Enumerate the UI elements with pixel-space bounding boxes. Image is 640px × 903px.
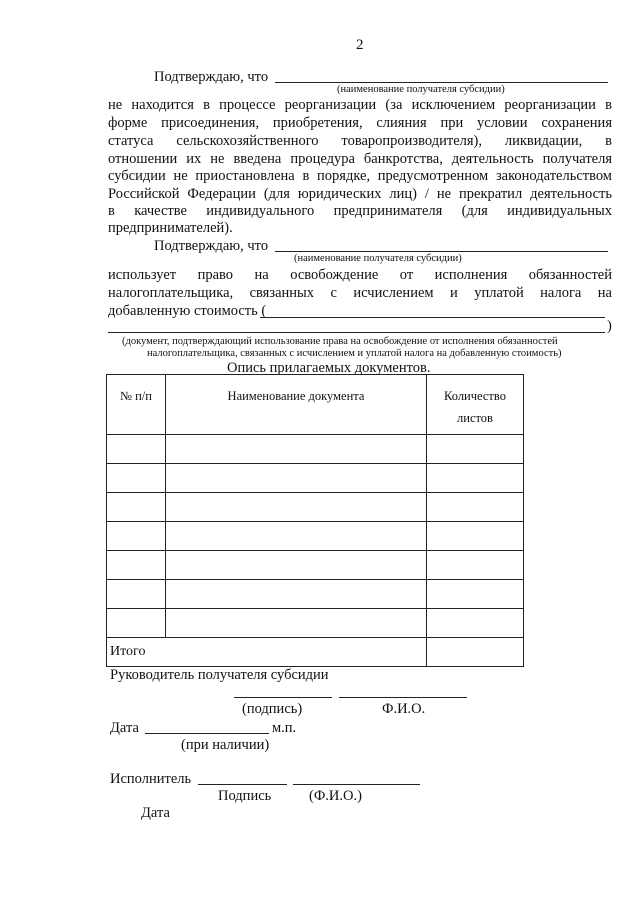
close-paren: )	[607, 318, 612, 334]
confirm1-line: отношении их не введена процедура банкротства, деятельность получателя	[108, 151, 612, 167]
cell-number[interactable]	[107, 493, 166, 522]
inventory-table	[106, 374, 524, 667]
cell-number[interactable]	[107, 464, 166, 493]
stamp-label: м.п.	[272, 720, 297, 736]
page-number: 2	[356, 37, 364, 53]
col-header-doc-name: Наименование документа	[166, 375, 427, 435]
executor-date-label: Дата	[141, 805, 170, 821]
table-row	[107, 551, 524, 580]
cell-sheets[interactable]	[427, 464, 524, 493]
cell-sheets[interactable]	[427, 580, 524, 609]
table-row	[107, 522, 524, 551]
confirm1-line: предпринимателей).	[108, 220, 233, 236]
cell-doc-name[interactable]	[166, 435, 427, 464]
cell-doc-name[interactable]	[166, 551, 427, 580]
table-header-row	[107, 375, 524, 435]
sign-hint: (подпись)	[242, 701, 303, 717]
confirm1-label: Подтверждаю, что	[154, 69, 269, 85]
total-label: Итого	[107, 638, 427, 667]
confirm1-hint: (наименование получателя субсидии)	[337, 84, 505, 95]
executor-fio-hint: (Ф.И.О.)	[309, 788, 362, 804]
head-label: Руководитель получателя субсидии	[110, 667, 329, 683]
cell-number[interactable]	[107, 580, 166, 609]
table-row	[107, 435, 524, 464]
recipient-name-line-2[interactable]	[275, 251, 608, 252]
confirm1-line: субсидии не приостановлена в порядке, предусмотренном законодательством	[108, 168, 612, 184]
head-signature-line[interactable]	[234, 697, 332, 698]
confirm2-line: использует право на освобождение от исполнения обязанностей	[108, 267, 612, 283]
date-label: Дата	[110, 720, 139, 736]
cell-number[interactable]	[107, 522, 166, 551]
executor-signature-line[interactable]	[198, 784, 287, 785]
table-row	[107, 464, 524, 493]
cell-doc-name[interactable]	[166, 464, 427, 493]
cell-sheets[interactable]	[427, 435, 524, 464]
cell-sheets[interactable]	[427, 522, 524, 551]
confirm1-line: Российской Федерации (для юридических лиц) / не прекратил деятельность	[108, 186, 612, 202]
executor-label: Исполнитель	[110, 771, 192, 787]
cell-number[interactable]	[107, 609, 166, 638]
vat-doc-hint-line: (документ, подтверждающий использование права на освобождение от исполнения обязанностей	[122, 336, 558, 347]
cell-sheets[interactable]	[427, 551, 524, 580]
total-sheets-cell[interactable]	[427, 638, 524, 667]
confirm1-line: в качестве индивидуального предпринимателя (для индивидуальных	[108, 203, 612, 219]
confirm2-label: Подтверждаю, что	[154, 238, 269, 254]
executor-fio-line[interactable]	[293, 784, 420, 785]
confirm1-line: не находится в процессе реорганизации (за исключением реорганизации в	[108, 97, 612, 113]
vat-document-line-1[interactable]	[260, 317, 605, 318]
inventory-title: Опись прилагаемых документов.	[227, 360, 431, 376]
table-total-row	[107, 638, 524, 667]
stamp-hint: (при наличии)	[181, 737, 270, 753]
head-fio-line[interactable]	[339, 697, 467, 698]
vat-document-line-2[interactable]	[108, 332, 605, 333]
confirm1-line: статуса сельскохозяйственного товаропроизводителя), ликвидации, в	[108, 133, 612, 149]
fio-hint: Ф.И.О.	[382, 701, 426, 717]
cell-sheets[interactable]	[427, 493, 524, 522]
table-row	[107, 580, 524, 609]
col-header-sheets: Количество листов	[427, 375, 524, 435]
cell-doc-name[interactable]	[166, 493, 427, 522]
confirm2-hint: (наименование получателя субсидии)	[294, 253, 462, 264]
executor-sign-hint: Подпись	[218, 788, 272, 804]
vat-doc-hint-line: налогоплательщика, связанных с исчислением и уплатой налога на добавленную стоимость)	[147, 348, 562, 359]
confirm2-line: налогоплательщика, связанных с исчислением и уплатой налога на	[108, 285, 612, 301]
confirm1-line: форме присоединения, приобретения, слияния при условии сохранения	[108, 115, 612, 131]
cell-doc-name[interactable]	[166, 609, 427, 638]
cell-number[interactable]	[107, 435, 166, 464]
cell-doc-name[interactable]	[166, 522, 427, 551]
table-row	[107, 493, 524, 522]
cell-doc-name[interactable]	[166, 580, 427, 609]
cell-number[interactable]	[107, 551, 166, 580]
confirm2-line: добавленную стоимость (	[108, 303, 267, 319]
col-header-number: № п/п	[107, 375, 166, 435]
date-line[interactable]	[145, 733, 269, 734]
recipient-name-line-1[interactable]	[275, 82, 608, 83]
table-row	[107, 609, 524, 638]
cell-sheets[interactable]	[427, 609, 524, 638]
